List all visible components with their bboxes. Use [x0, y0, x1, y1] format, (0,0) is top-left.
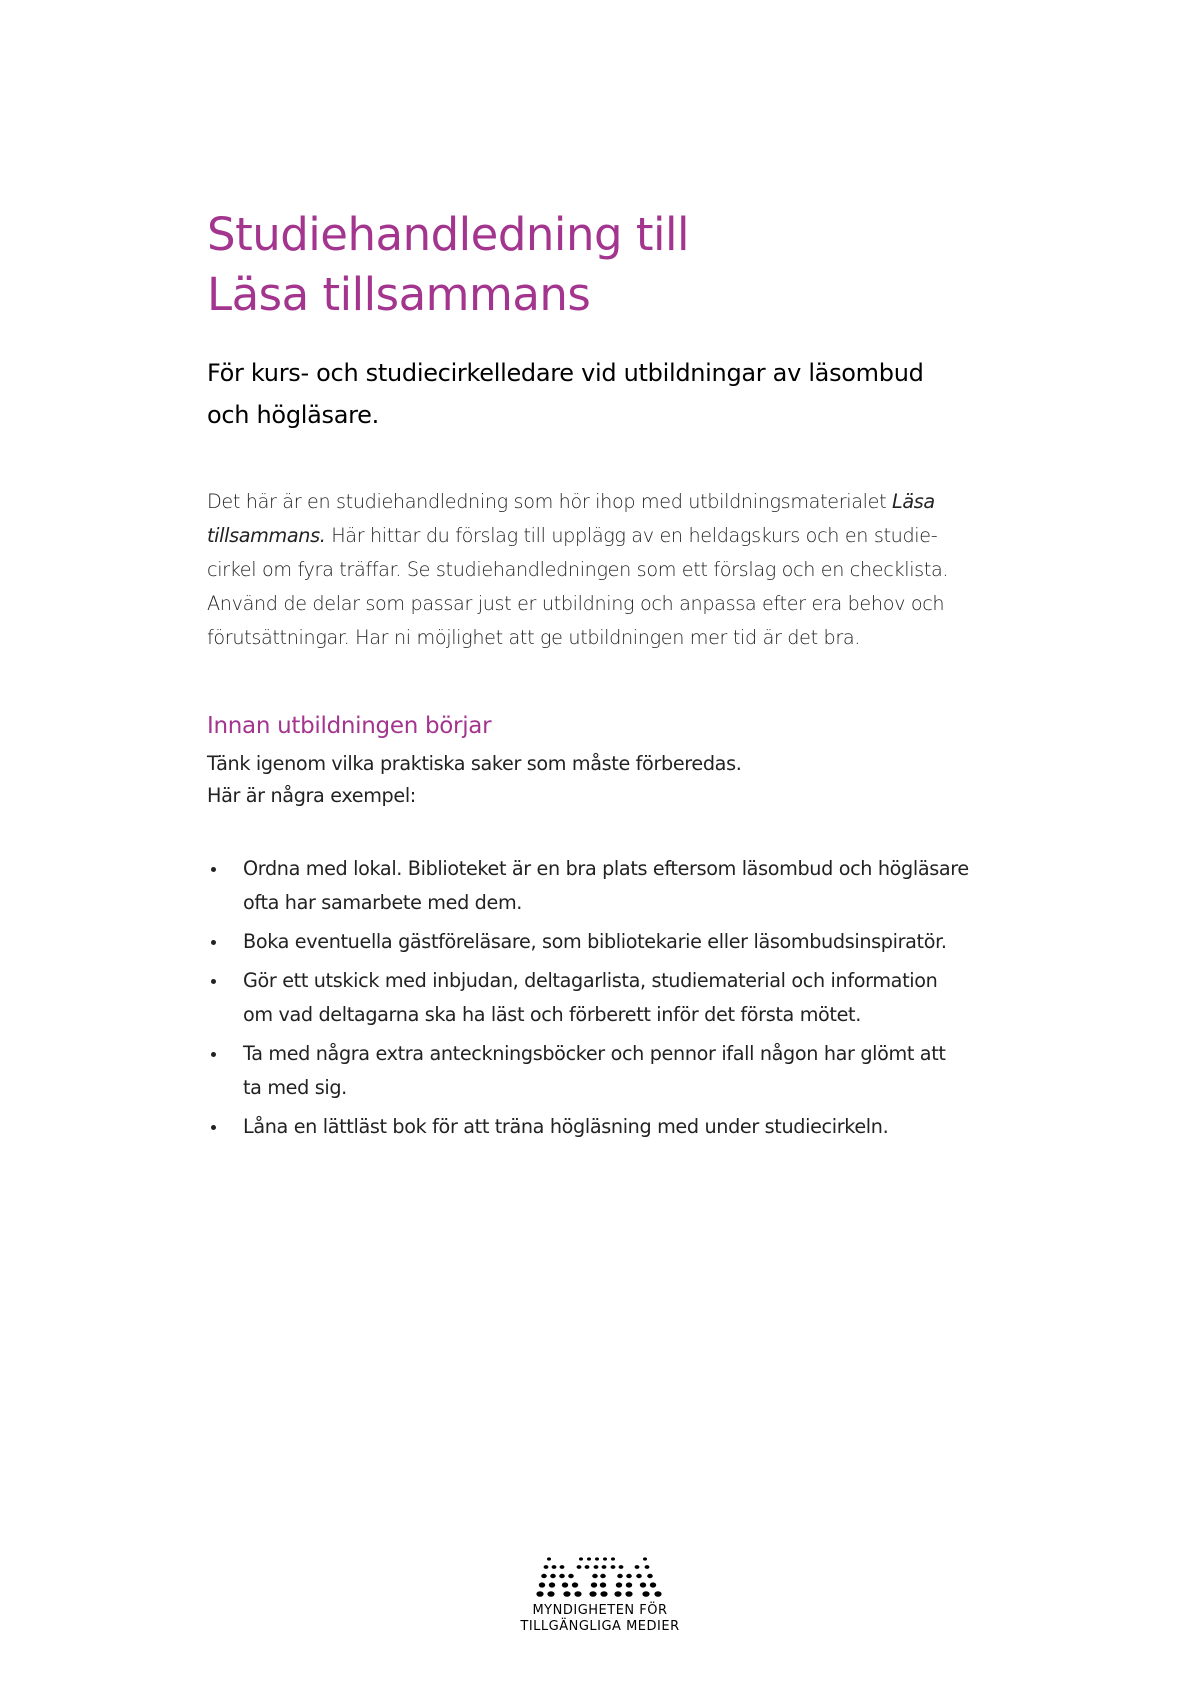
bullet-icon	[211, 940, 216, 945]
subtitle	[207, 352, 947, 436]
page-title	[207, 205, 689, 325]
bullet-icon	[211, 867, 216, 872]
list-item-text: Gör ett utskick med inbjudan, deltagarlista, studiematerial och information	[243, 969, 938, 992]
preparation-list	[207, 852, 967, 1149]
logo-text-line-1: MYNDIGHETEN FÖR	[532, 1603, 668, 1618]
section-lead-line-1: Tänk igenom vilka praktiska saker som måste förberedas.	[207, 752, 742, 775]
intro-paragraph	[207, 485, 947, 655]
title-line-2: Läsa tillsammans	[207, 268, 591, 321]
intro-text: Här hittar du förslag till upplägg av en heldagskurs och en studie-	[325, 524, 938, 547]
mtm-logo	[500, 1555, 700, 1655]
intro-line-5: förutsättningar. Har ni möjlighet att ge utbildningen mer tid är det bra.	[207, 626, 861, 649]
intro-emphasis: tillsammans.	[207, 524, 326, 547]
subtitle-line-2: och högläsare.	[207, 401, 379, 429]
bullet-icon	[211, 1052, 216, 1057]
section-lead	[207, 748, 741, 812]
intro-line-1	[207, 485, 947, 519]
section-heading: Innan utbildningen börjar	[207, 713, 492, 739]
intro-text: Det här är en studiehandledning som hör ihop med utbildningsmaterialet	[207, 490, 892, 513]
intro-line-2	[207, 519, 947, 553]
intro-emphasis: Läsa	[892, 490, 935, 513]
list-item-text: Boka eventuella gästföreläsare, som bibliotekarie eller läsombudsinspiratör.	[243, 930, 947, 953]
list-item	[207, 964, 967, 1032]
logo-text-line-2: TILLGÄNGLIGA MEDIER	[520, 1619, 680, 1634]
section-lead-line-2: Här är några exempel:	[207, 784, 416, 807]
list-item-text: Ordna med lokal. Biblioteket är en bra plats eftersom läsombud och högläsare	[243, 857, 969, 880]
list-item	[207, 1037, 967, 1105]
mtm-dots-logo-icon	[535, 1555, 665, 1597]
list-item	[207, 1110, 967, 1144]
list-item-text: ofta har samarbete med dem.	[243, 891, 523, 914]
list-item	[207, 925, 967, 959]
list-item-text: ta med sig.	[243, 1076, 347, 1099]
title-line-1: Studiehandledning till	[207, 208, 689, 261]
list-item-text: om vad deltagarna ska ha läst och förberett inför det första mötet.	[243, 1003, 861, 1026]
intro-line-4: Använd de delar som passar just er utbildning och anpassa efter era behov och	[207, 592, 945, 615]
bullet-icon	[211, 979, 216, 984]
subtitle-line-1: För kurs- och studiecirkelledare vid utbildningar av läsombud	[207, 359, 924, 387]
list-item-text: Ta med några extra anteckningsböcker och pennor ifall någon har glömt att	[243, 1042, 946, 1065]
list-item	[207, 852, 967, 920]
logo-wordmark	[500, 1603, 700, 1635]
intro-line-3: cirkel om fyra träffar. Se studiehandledningen som ett förslag och en checklista.	[207, 558, 949, 581]
bullet-icon	[211, 1125, 216, 1130]
list-item-text: Låna en lättläst bok för att träna högläsning med under studiecirkeln.	[243, 1115, 889, 1138]
